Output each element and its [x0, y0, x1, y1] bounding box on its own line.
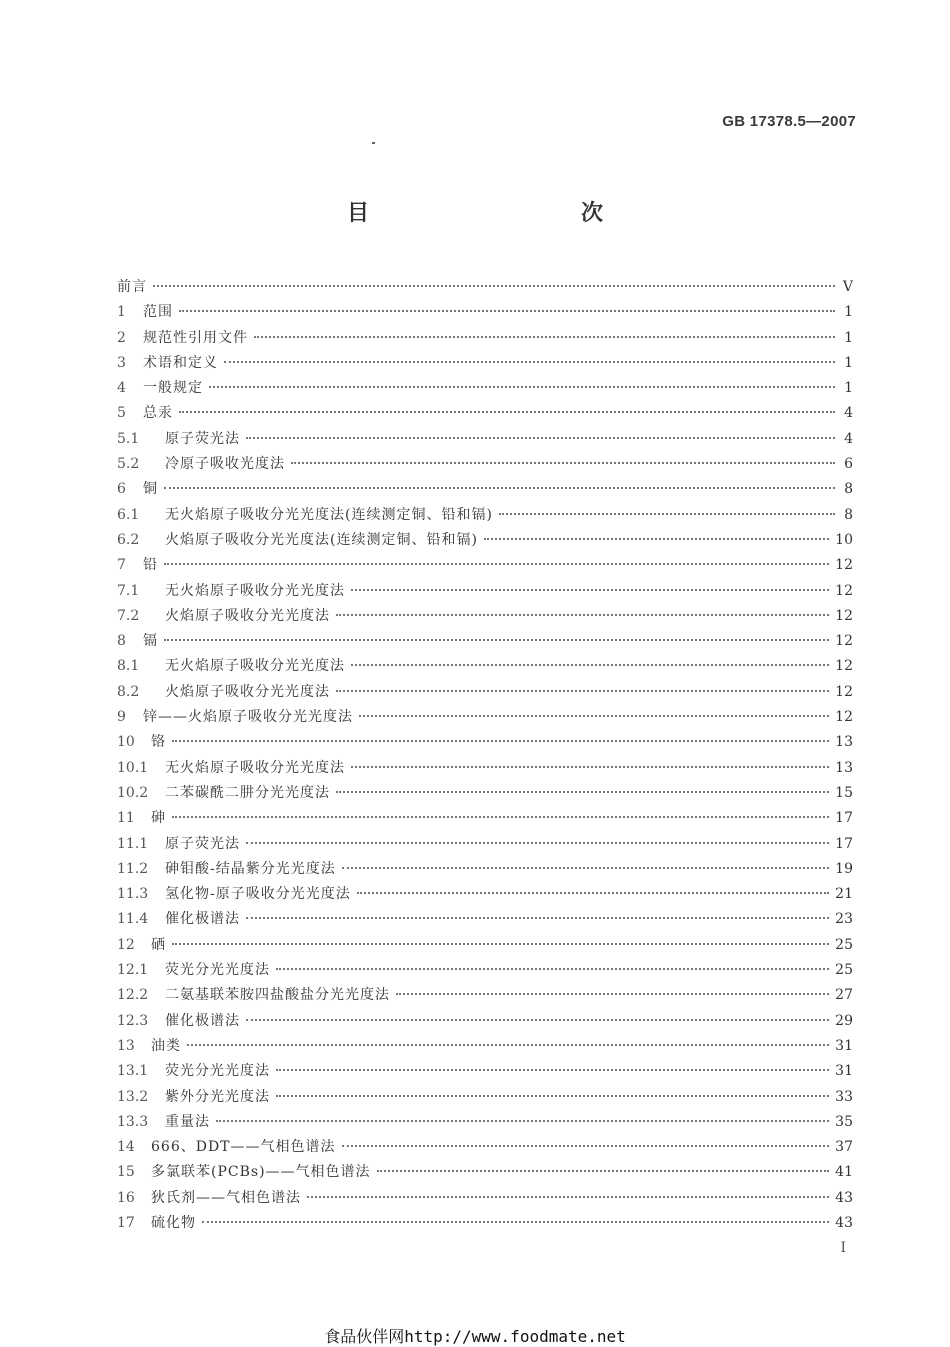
toc-entry-number: 9: [117, 709, 126, 726]
toc-entry-number: 10: [117, 734, 135, 751]
toc-entry: [117, 806, 853, 831]
toc-entry: [117, 857, 853, 882]
toc-entry-label: 无火焰原子吸收分光光度法: [165, 759, 345, 776]
toc-entry-label: 二苯碳酰二肼分光光度法: [165, 784, 330, 801]
toc-entry-page: 1: [844, 329, 853, 346]
toc-entry-page: 43: [835, 1189, 853, 1206]
toc-entry-number: 11.2: [117, 860, 149, 877]
toc-entry: [117, 654, 853, 679]
toc-entry-number: 10.1: [117, 759, 149, 776]
toc-dot-leader: [336, 690, 829, 692]
toc-entry: [117, 1009, 853, 1034]
toc-entry-label: 铅: [143, 557, 158, 574]
toc-entry-label: 多氯联苯(PCBs)——气相色谱法: [151, 1164, 371, 1181]
toc-dot-leader: [307, 1196, 829, 1198]
toc-entry: [117, 629, 853, 654]
toc-entry-label: 氢化物-原子吸收分光光度法: [165, 886, 351, 903]
toc-entry: [117, 832, 853, 857]
toc-entry: [117, 958, 853, 983]
toc-entry-page: 21: [835, 886, 853, 903]
toc-entry-label: 一般规定: [143, 380, 203, 397]
toc-entry: [117, 1034, 853, 1059]
toc-entry-page: 1: [844, 304, 853, 321]
table-of-contents: [117, 275, 853, 1236]
toc-entry-number: 11.4: [117, 911, 149, 928]
toc-entry-number: 16: [117, 1189, 135, 1206]
toc-entry-number: 10.2: [117, 784, 149, 801]
toc-dot-leader: [359, 715, 829, 717]
toc-entry-label: 火焰原子吸收分光光度法: [165, 607, 330, 624]
toc-entry-number: 12: [117, 936, 135, 953]
toc-entry-label: 冷原子吸收光度法: [165, 456, 285, 473]
toc-entry-number: 11: [117, 810, 135, 827]
toc-dot-leader: [342, 1145, 830, 1147]
toc-entry-label: 总汞: [143, 405, 173, 422]
toc-entry-label: 锌——火焰原子吸收分光光度法: [143, 709, 353, 726]
toc-entry-label: 前言: [117, 279, 147, 295]
toc-entry-label: 原子荧光法: [165, 835, 240, 852]
toc-entry-label: 镉: [143, 633, 158, 650]
toc-entry-label: 砷: [151, 810, 166, 827]
toc-dot-leader: [179, 310, 835, 312]
toc-entry-page: 35: [835, 1113, 853, 1130]
toc-entry-page: 12: [835, 709, 853, 726]
toc-entry: [117, 401, 853, 426]
toc-entry-label: 原子荧光法: [165, 430, 240, 447]
toc-entry-page: 17: [835, 835, 853, 852]
toc-entry-number: 8: [117, 633, 126, 650]
toc-entry-number: 5.2: [117, 456, 140, 473]
toc-entry: [117, 1085, 853, 1110]
toc-entry-number: 5: [117, 405, 126, 422]
toc-entry-number: 12.1: [117, 962, 149, 979]
toc-entry-page: 8: [844, 506, 853, 523]
toc-dot-leader: [164, 487, 835, 489]
toc-entry-number: 6: [117, 481, 126, 498]
toc-entry-label: 硫化物: [151, 1214, 196, 1231]
toc-entry: [117, 756, 853, 781]
toc-dot-leader: [246, 1019, 829, 1021]
toc-entry: [117, 983, 853, 1008]
toc-entry: [117, 1211, 853, 1236]
toc-dot-leader: [351, 589, 829, 591]
toc-entry-label: 二氨基联苯胺四盐酸盐分光光度法: [165, 987, 390, 1004]
toc-dot-leader: [202, 1221, 829, 1223]
toc-dot-leader: [224, 361, 835, 363]
footer-site-name: 食品伙伴网: [324, 1327, 405, 1346]
toc-dot-leader: [291, 462, 835, 464]
toc-dot-leader: [246, 917, 829, 919]
toc-entry: [117, 933, 853, 958]
toc-dot-leader: [187, 1044, 829, 1046]
toc-entry-label: 术语和定义: [143, 354, 218, 371]
toc-entry-number: 12.2: [117, 987, 149, 1004]
toc-entry-number: 7.1: [117, 582, 140, 599]
toc-entry-label: 火焰原子吸收分光光度法(连续测定铜、铅和镉): [165, 531, 478, 548]
toc-entry-label: 666、DDT——气相色谱法: [151, 1139, 336, 1156]
toc-dot-leader: [499, 513, 835, 515]
toc-entry-number: 3: [117, 354, 126, 371]
toc-entry-number: 13: [117, 1037, 135, 1054]
toc-entry: [117, 553, 853, 578]
toc-dot-leader: [351, 766, 829, 768]
toc-entry-page: 13: [835, 759, 853, 776]
toc-entry-number: 11.1: [117, 835, 149, 852]
toc-dot-leader: [179, 411, 835, 413]
toc-entry-page: 31: [835, 1063, 853, 1080]
toc-entry-label: 无火焰原子吸收分光光度法: [165, 582, 345, 599]
toc-entry: [117, 300, 853, 325]
toc-dot-leader: [172, 943, 829, 945]
toc-entry-label: 无火焰原子吸收分光光度法: [165, 658, 345, 675]
page-number: I: [840, 1240, 846, 1256]
toc-dot-leader: [172, 816, 829, 818]
toc-entry: [117, 1059, 853, 1084]
toc-dot-leader: [216, 1120, 829, 1122]
toc-entry-page: 4: [844, 430, 853, 447]
toc-dot-leader: [153, 285, 835, 287]
toc-entry: [117, 503, 853, 528]
standard-code: GB 17378.5—2007: [722, 113, 856, 130]
toc-dot-leader: [164, 563, 829, 565]
toc-entry-number: 15: [117, 1164, 135, 1181]
toc-entry-page: 17: [835, 810, 853, 827]
toc-dot-leader: [396, 993, 829, 995]
toc-entry-page: 37: [835, 1139, 853, 1156]
toc-entry-number: 1: [117, 304, 126, 321]
toc-entry-number: 7: [117, 557, 126, 574]
toc-entry-number: 8.2: [117, 683, 140, 700]
toc-entry-page: 43: [835, 1214, 853, 1231]
toc-entry-number: 12.3: [117, 1012, 149, 1029]
toc-entry: [117, 579, 853, 604]
toc-dot-leader: [254, 336, 835, 338]
toc-entry-page: 13: [835, 734, 853, 751]
toc-entry-label: 催化极谱法: [165, 911, 240, 928]
toc-entry-label: 铜: [143, 481, 158, 498]
toc-entry-page: 6: [844, 456, 853, 473]
toc-dot-leader: [172, 740, 829, 742]
toc-entry-label: 砷钼酸-结晶紫分光光度法: [165, 860, 336, 877]
toc-dot-leader: [246, 437, 835, 439]
toc-entry-page: 4: [844, 405, 853, 422]
toc-entry-number: 17: [117, 1214, 135, 1231]
toc-entry-page: 8: [844, 481, 853, 498]
toc-entry: [117, 730, 853, 755]
toc-entry-page: 12: [835, 582, 853, 599]
toc-dot-leader: [276, 968, 829, 970]
toc-dot-leader: [209, 386, 835, 388]
toc-entry-number: 2: [117, 329, 126, 346]
toc-entry-page: 12: [835, 683, 853, 700]
toc-entry-page: 27: [835, 987, 853, 1004]
toc-entry-page: V: [842, 279, 853, 295]
toc-dot-leader: [484, 538, 829, 540]
toc-entry-number: 5.1: [117, 430, 140, 447]
toc-entry: [117, 781, 853, 806]
toc-entry-label: 铬: [151, 734, 166, 751]
toc-entry-label: 紫外分光光度法: [165, 1088, 270, 1105]
toc-entry-page: 1: [844, 354, 853, 371]
toc-entry-number: 8.1: [117, 658, 140, 675]
toc-entry-page: 15: [835, 784, 853, 801]
footer-url: http://www.foodmate.net: [404, 1327, 626, 1346]
toc-entry-label: 重量法: [165, 1113, 210, 1130]
toc-dot-leader: [377, 1170, 830, 1172]
toc-dot-leader: [336, 614, 829, 616]
toc-entry: [117, 680, 853, 705]
toc-entry: [117, 427, 853, 452]
toc-entry: [117, 477, 853, 502]
toc-entry-number: 11.3: [117, 886, 149, 903]
toc-entry: [117, 1135, 853, 1160]
toc-entry-number: 7.2: [117, 607, 140, 624]
toc-entry-number: 14: [117, 1139, 135, 1156]
toc-entry-label: 荧光分光光度法: [165, 962, 270, 979]
toc-entry-label: 火焰原子吸收分光光度法: [165, 683, 330, 700]
footer-watermark: [0, 1324, 950, 1347]
toc-entry: [117, 907, 853, 932]
toc-entry-number: 4: [117, 380, 126, 397]
toc-entry-page: 41: [835, 1164, 853, 1181]
toc-dot-leader: [351, 664, 829, 666]
toc-entry: [117, 326, 853, 351]
toc-entry-label: 规范性引用文件: [143, 329, 248, 346]
toc-dot-leader: [357, 892, 829, 894]
toc-entry-page: 23: [835, 911, 853, 928]
toc-entry-label: 催化极谱法: [165, 1012, 240, 1029]
toc-entry-number: 13.2: [117, 1088, 149, 1105]
toc-entry-page: 31: [835, 1037, 853, 1054]
toc-entry-page: 1: [844, 380, 853, 397]
toc-entry-number: 6.1: [117, 506, 140, 523]
toc-entry-label: 荧光分光光度法: [165, 1063, 270, 1080]
toc-entry-label: 无火焰原子吸收分光光度法(连续测定铜、铅和镉): [165, 506, 493, 523]
toc-entry: [117, 376, 853, 401]
toc-dot-leader: [336, 791, 829, 793]
toc-entry: [117, 1110, 853, 1135]
toc-entry-label: 硒: [151, 936, 166, 953]
toc-dot-leader: [164, 639, 829, 641]
toc-entry-number: 13.1: [117, 1063, 149, 1080]
toc-entry-page: 29: [835, 1012, 853, 1029]
toc-entry-label: 范围: [143, 304, 173, 321]
toc-entry-number: 13.3: [117, 1113, 149, 1130]
toc-entry-page: 12: [835, 557, 853, 574]
scan-speck: [372, 142, 375, 144]
toc-title: 目 次: [346, 201, 659, 226]
toc-entry: [117, 452, 853, 477]
toc-entry-page: 12: [835, 607, 853, 624]
toc-entry: [117, 275, 853, 300]
toc-entry-page: 12: [835, 658, 853, 675]
toc-entry-page: 10: [835, 531, 853, 548]
toc-entry-number: 6.2: [117, 531, 140, 548]
toc-entry-label: 油类: [151, 1037, 181, 1054]
toc-dot-leader: [342, 867, 829, 869]
toc-entry-page: 25: [835, 936, 853, 953]
toc-entry: [117, 604, 853, 629]
toc-dot-leader: [246, 842, 829, 844]
toc-entry-page: 33: [835, 1088, 853, 1105]
toc-entry-label: 狄氏剂——气相色谱法: [151, 1189, 301, 1206]
toc-entry: [117, 351, 853, 376]
toc-dot-leader: [276, 1095, 829, 1097]
toc-entry: [117, 882, 853, 907]
toc-entry-page: 19: [835, 860, 853, 877]
toc-entry: [117, 528, 853, 553]
toc-entry-page: 12: [835, 633, 853, 650]
toc-entry: [117, 1160, 853, 1185]
toc-entry: [117, 705, 853, 730]
toc-entry-page: 25: [835, 962, 853, 979]
toc-dot-leader: [276, 1069, 829, 1071]
toc-entry: [117, 1186, 853, 1211]
